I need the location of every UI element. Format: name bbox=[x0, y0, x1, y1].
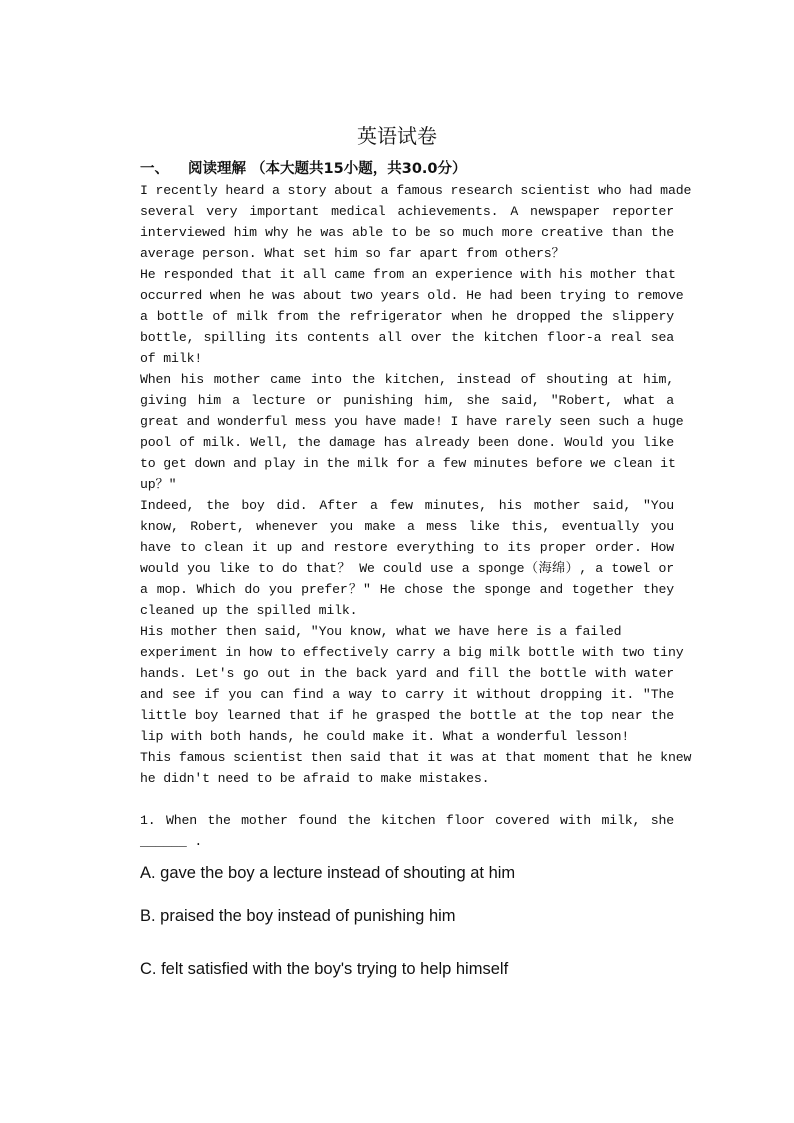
passage-line: bottle, spilling its contents all over the kitchen floor-a real sea bbox=[140, 330, 674, 345]
question-1-stem bbox=[140, 810, 674, 852]
passage-line: a bottle of milk from the refrigerator when he dropped the slippery bbox=[140, 309, 674, 324]
passage-line: to get down and play in the milk for a few minutes before we clean it bbox=[140, 456, 676, 471]
passage-line: know, Robert, whenever you make a mess like this, eventually you bbox=[140, 519, 674, 534]
passage-line: When his mother came into the kitchen, instead of shouting at him, bbox=[140, 372, 674, 387]
option-b[interactable]: B. praised the boy instead of punishing him bbox=[140, 907, 456, 925]
passage-line: several very important medical achievements. A newspaper reporter bbox=[140, 204, 674, 219]
passage-line: average person. What set him so far apart from others？ bbox=[140, 246, 565, 261]
passage-line: have to clean it up and restore everything to its proper order. How bbox=[140, 540, 674, 555]
passage-line: occurred when he was about two years old. He had been trying to remove bbox=[140, 288, 684, 303]
passage-line: Indeed, the boy did. After a few minutes, his mother said, "You bbox=[140, 498, 674, 513]
passage-line: hands. Let's go out in the back yard and fill the bottle with water bbox=[140, 666, 674, 681]
question-stem-line: 1. When the mother found the kitchen floor covered with milk, she bbox=[140, 813, 674, 828]
passage-line: interviewed him why he was able to be so much more creative than the bbox=[140, 225, 674, 240]
passage-line: I recently heard a story about a famous research scientist who had made bbox=[140, 183, 692, 198]
section-heading-text: 阅读理解 （本大题共15小题，共30.0分） bbox=[188, 161, 467, 177]
page-title: 英语试卷 bbox=[357, 124, 437, 148]
passage-line: pool of milk. Well, the damage has already been done. Would you like bbox=[140, 435, 674, 450]
passage-line: would you like to do that？ We could use a sponge（海绵）, a towel or bbox=[140, 561, 674, 576]
passage-line: He responded that it all came from an experience with his mother that bbox=[140, 267, 676, 282]
option-a[interactable]: A. gave the boy a lecture instead of shouting at him bbox=[140, 864, 516, 882]
passage-line: experiment in how to effectively carry a big milk bottle with two tiny bbox=[140, 645, 684, 660]
passage-line: a mop. Which do you prefer？" He chose the sponge and together they bbox=[140, 582, 674, 597]
section-number: 一、 bbox=[140, 161, 169, 177]
passage-line: he didn't need to be afraid to make mistakes. bbox=[140, 771, 490, 786]
section-heading bbox=[140, 158, 700, 180]
passage-line: cleaned up the spilled milk. bbox=[140, 603, 358, 618]
reading-passage bbox=[140, 180, 692, 789]
passage-line: lip with both hands, he could make it. What a wonderful lesson! bbox=[140, 729, 630, 744]
passage-line: and see if you can find a way to carry it without dropping it. "The bbox=[140, 687, 674, 702]
passage-line: His mother then said, "You know, what we have here is a failed bbox=[140, 624, 622, 639]
passage-line: of milk! bbox=[140, 351, 203, 366]
passage-line: up？" bbox=[140, 477, 177, 492]
passage-line: little boy learned that if he grasped the bottle at the top near the bbox=[140, 708, 674, 723]
passage-line: This famous scientist then said that it was at that moment that he knew bbox=[140, 750, 692, 765]
option-c[interactable]: C. felt satisfied with the boy's trying to help himself bbox=[140, 960, 509, 978]
passage-line: great and wonderful mess you have made! I have rarely seen such a huge bbox=[140, 414, 684, 429]
question-blank-line: ______ . bbox=[140, 834, 203, 849]
passage-line: giving him a lecture or punishing him, she said, "Robert, what a bbox=[140, 393, 674, 408]
